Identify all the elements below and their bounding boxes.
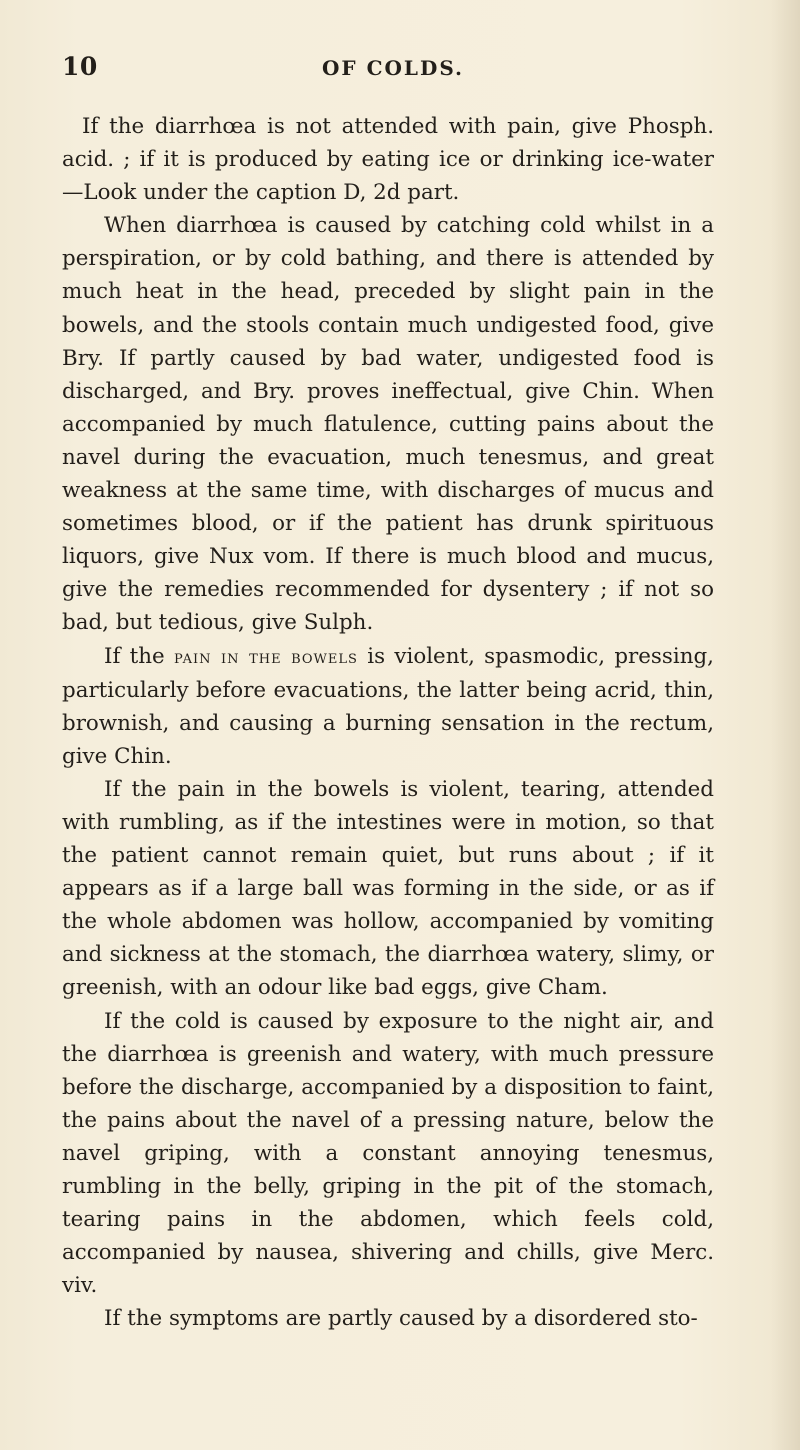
running-head: OF COLDS. [322,56,465,80]
page-number: 10 [62,52,98,81]
paragraph [62,640,714,773]
paragraph: If the pain in the bowels is violent, tearing, attended with rumbling, as if the intestines were in motion, so that the patient cannot remain quiet, but runs about ; if it appears as if a large ball was forming in the side, or as if the whole abdomen was hollow, accompanied by vomiting and sickness at the stomach, the diarrhœa watery, slimy, or greenish, with an odour like bad eggs, give Cham. [62,776,714,1001]
paragraph-text: is violent, spasmodic, pressing, particularly before evacuations, the latter being acrid, thin, brownish, and causing a burning sensation in the rectum, give Chin. [62,643,714,769]
page-edge-shadow [770,0,800,1450]
paragraph: If the diarrhœa is not attended with pain, give Phosph. acid. ; if it is produced by eating ice or drinking ice-water —Look under the caption D, 2d part. [62,114,714,206]
paragraph: If the symptoms are partly caused by a disordered sto- [104,1306,698,1332]
paragraph: When diarrhœa is caused by catching cold whilst in a perspiration, or by cold bathing, and there is attended by much heat in the head, preceded by slight pain in the bowels, and the stools contain much undigested food, give Bry. If partly caused by bad water, undigested food is discharged, and Bry. proves ineffectual, give Chin. When accompanied by much flatulence, cutting pains about the navel during the evacuation, much tenesmus, and great weakness at the same time, with discharges of mucus and sometimes blood, or if the patient has drunk spirituous liquors, give Nux vom. If there is much blood and mucus, give the remedies recommended for dysentery ; if not so bad, but tedious, give Sulph. [62,213,714,636]
emphasis-small-caps: pain in the bowels [174,645,358,668]
paragraph-lead: If the [104,643,165,669]
page-header [62,52,702,88]
body-text [62,110,714,1335]
paragraph: If the cold is caused by exposure to the night air, and the diarrhœa is greenish and watery, with much pressure before the discharge, accompanied by a disposition to faint, the pains about the navel of a pressing nature, below the navel griping, with a constant annoying tenesmus, rumbling in the belly, griping in the pit of the stomach, tearing pains in the abdomen, which feels cold, accompanied by nausea, shivering and chills, give Merc. viv. [62,1008,714,1299]
